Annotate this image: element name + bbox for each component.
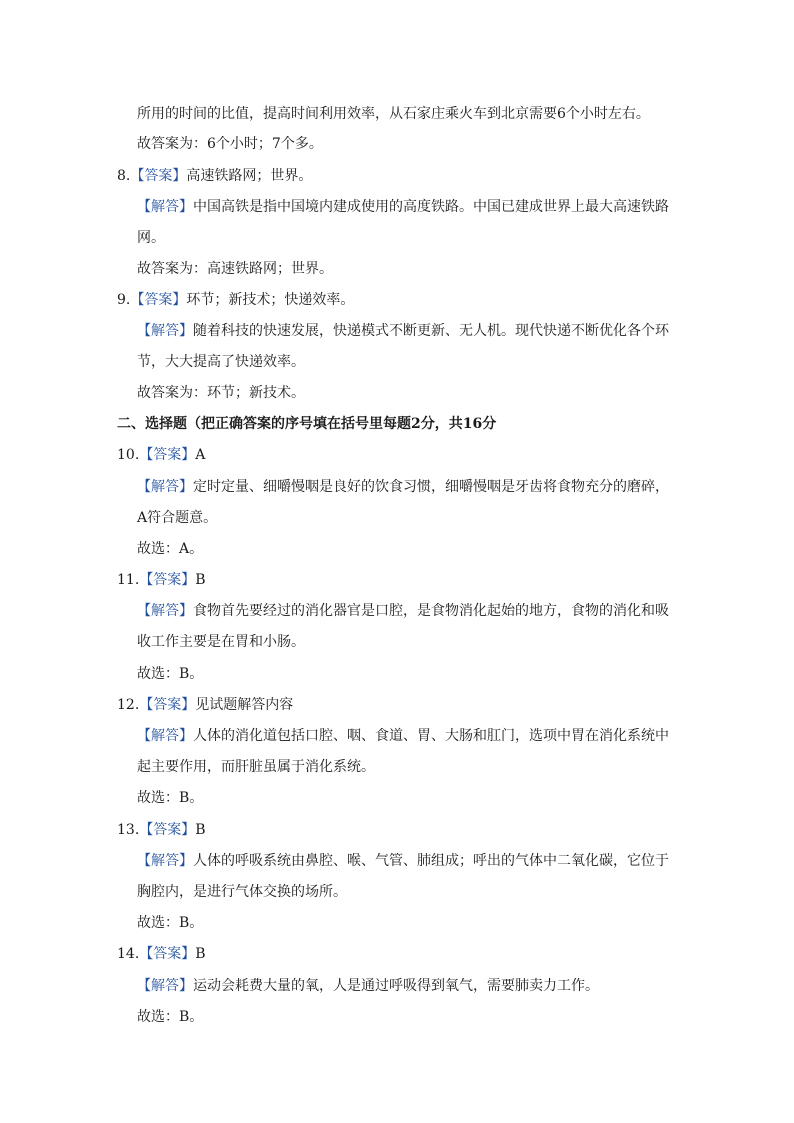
explanation-tag: 【解答】 bbox=[137, 323, 193, 339]
final-answer: 故选：B。 bbox=[137, 666, 204, 682]
paragraph-line: 所用的时间的比值，提高时间利用效率，从石家庄乘火车到北京需要6个小时左右。 bbox=[137, 106, 650, 122]
explanation-text: 中国高铁是指中国境内建成使用的高度铁路。中国已建成世界上最大高速铁路 bbox=[193, 199, 669, 215]
answer-text: B bbox=[195, 822, 206, 838]
explanation-continuation: A符合题意。 bbox=[137, 510, 218, 526]
explanation-text: 运动会耗费大量的氧，人是通过呼吸得到氧气，需要肺卖力工作。 bbox=[193, 978, 599, 994]
answer-tag: 【答案】 bbox=[139, 447, 196, 463]
question-number: 10. bbox=[117, 447, 140, 463]
answer-tag: 【答案】 bbox=[139, 946, 196, 962]
question-8-explanation bbox=[137, 197, 669, 217]
question-10-answer bbox=[117, 445, 205, 465]
explanation-continuation: 胸腔内，是进行气体交换的场所。 bbox=[137, 884, 347, 900]
question-14-answer bbox=[117, 944, 206, 964]
explanation-text: 随着科技的快速发展，快递模式不断更新、无人机。现代快递不断优化各个环 bbox=[193, 323, 669, 339]
answer-tag: 【答案】 bbox=[130, 292, 187, 308]
question-number: 13. bbox=[117, 822, 140, 838]
question-9-answer bbox=[117, 290, 354, 310]
explanation-tag: 【解答】 bbox=[137, 603, 193, 619]
question-12-answer bbox=[117, 695, 293, 715]
question-13-explanation bbox=[137, 851, 669, 871]
explanation-continuation: 起主要作用，而肝脏虽属于消化系统。 bbox=[137, 759, 375, 775]
answer-tag: 【答案】 bbox=[139, 822, 196, 838]
answer-tag: 【答案】 bbox=[139, 697, 196, 713]
question-11-explanation bbox=[137, 601, 669, 621]
question-number: 11. bbox=[117, 572, 140, 588]
explanation-continuation: 收工作主要是在胃和小肠。 bbox=[137, 634, 305, 650]
final-answer: 故选：A。 bbox=[137, 541, 204, 557]
answer-text: A bbox=[195, 447, 206, 463]
explanation-text: 人体的消化道包括口腔、咽、食道、胃、大肠和肛门，选项中胃在消化系统中 bbox=[193, 728, 669, 744]
final-answer: 故选：B。 bbox=[137, 1009, 204, 1025]
answer-tag: 【答案】 bbox=[139, 572, 196, 588]
question-14-explanation bbox=[137, 976, 599, 996]
final-answer: 故答案为：环节；新技术。 bbox=[137, 385, 305, 401]
answer-text: 见试题解答内容 bbox=[195, 697, 294, 713]
explanation-continuation: 网。 bbox=[137, 230, 165, 246]
explanation-tag: 【解答】 bbox=[137, 728, 193, 744]
explanation-tag: 【解答】 bbox=[137, 853, 193, 869]
answer-text: 环节；新技术；快递效率。 bbox=[186, 292, 355, 308]
question-8-answer bbox=[117, 166, 312, 186]
final-answer: 故答案为：高速铁路网；世界。 bbox=[137, 261, 333, 277]
question-13-answer bbox=[117, 820, 206, 840]
question-11-answer bbox=[117, 570, 206, 590]
explanation-text: 人体的呼吸系统由鼻腔、喉、气管、肺组成；呼出的气体中二氧化碳，它位于 bbox=[193, 853, 669, 869]
question-number: 9. bbox=[117, 292, 131, 308]
explanation-text: 食物首先要经过的消化器官是口腔，是食物消化起始的地方，食物的消化和吸 bbox=[193, 603, 669, 619]
explanation-continuation: 节，大大提高了快递效率。 bbox=[137, 354, 305, 370]
explanation-tag: 【解答】 bbox=[137, 199, 193, 215]
explanation-text: 定时定量、细嚼慢咽是良好的饮食习惯，细嚼慢咽是牙齿将食物充分的磨碎， bbox=[193, 479, 669, 495]
explanation-tag: 【解答】 bbox=[137, 978, 193, 994]
question-9-explanation bbox=[137, 321, 669, 341]
question-number: 14. bbox=[117, 946, 140, 962]
answer-line: 故答案为：6个小时；7个多。 bbox=[137, 136, 323, 152]
answer-tag: 【答案】 bbox=[130, 168, 187, 184]
question-number: 12. bbox=[117, 697, 140, 713]
final-answer: 故选：B。 bbox=[137, 915, 204, 931]
question-10-explanation bbox=[137, 477, 669, 497]
answer-text: B bbox=[195, 946, 206, 962]
answer-text: 高速铁路网；世界。 bbox=[186, 168, 313, 184]
question-12-explanation bbox=[137, 726, 669, 746]
section-heading: 二、选择题（把正确答案的序号填在括号里每题2分，共16分 bbox=[117, 416, 497, 432]
explanation-tag: 【解答】 bbox=[137, 479, 193, 495]
answer-text: B bbox=[195, 572, 206, 588]
final-answer: 故选：B。 bbox=[137, 790, 204, 806]
question-number: 8. bbox=[117, 168, 131, 184]
